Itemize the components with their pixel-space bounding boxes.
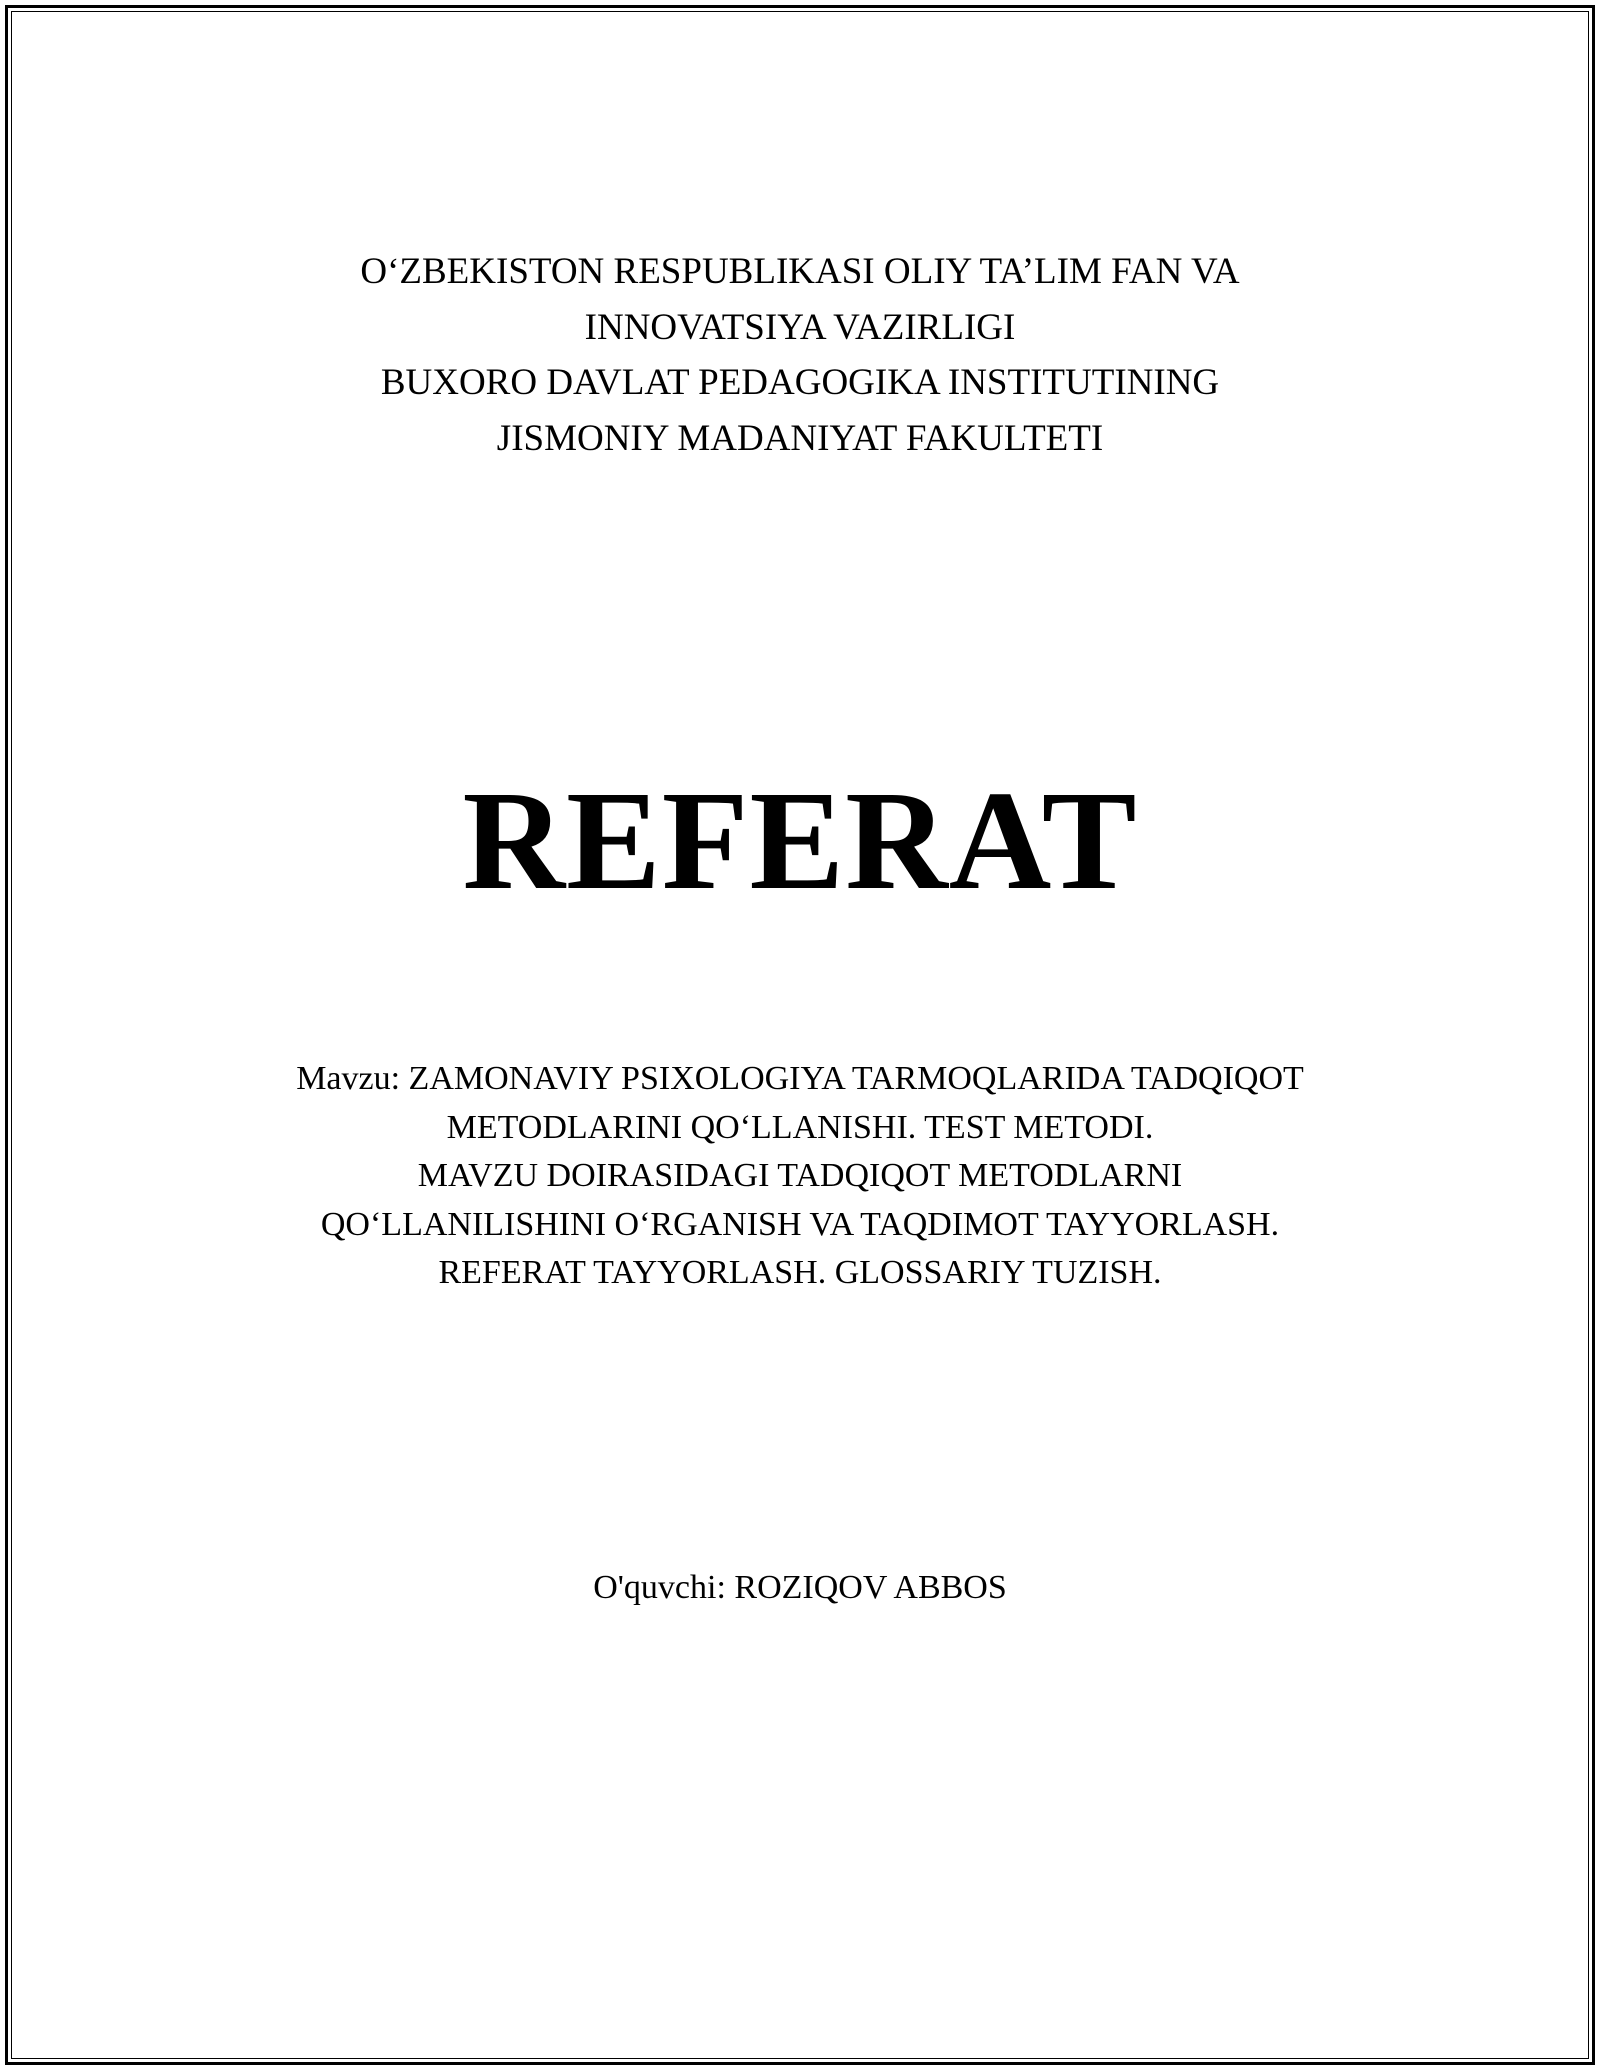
student-name: O'quvchi: ROZIQOV ABBOS — [593, 1569, 1007, 1606]
topic-line: METODLARINI QO‘LLANISHI. TEST METODI. — [446, 1108, 1154, 1146]
header-line: INNOVATSIYA VAZIRLIGI — [584, 306, 1016, 348]
topic-line: Mavzu: ZAMONAVIY PSIXOLOGIYA TARMOQLARIDA TADQIQOT — [296, 1060, 1304, 1097]
institution-header — [0, 244, 1600, 466]
header-line: BUXORO DAVLAT PEDAGOGIKA INSTITUTINING — [380, 362, 1220, 403]
header-line: JISMONIY MADANIYAT FAKULTETI — [496, 417, 1104, 459]
header-line: O‘ZBEKISTON RESPUBLIKASI OLIY TA’LIM FAN VA — [360, 251, 1240, 292]
topic-block — [0, 1055, 1600, 1298]
topic-line: MAVZU DOIRASIDAGI TADQIQOT METODLARNI — [417, 1157, 1183, 1194]
topic-line: QO‘LLANILISHINI O‘RGANISH VA TAQDIMOT TAYYORLASH. — [320, 1205, 1280, 1243]
topic-line: REFERAT TAYYORLASH. GLOSSARIY TUZISH. — [438, 1254, 1162, 1291]
document-title: REFERAT — [462, 761, 1138, 919]
